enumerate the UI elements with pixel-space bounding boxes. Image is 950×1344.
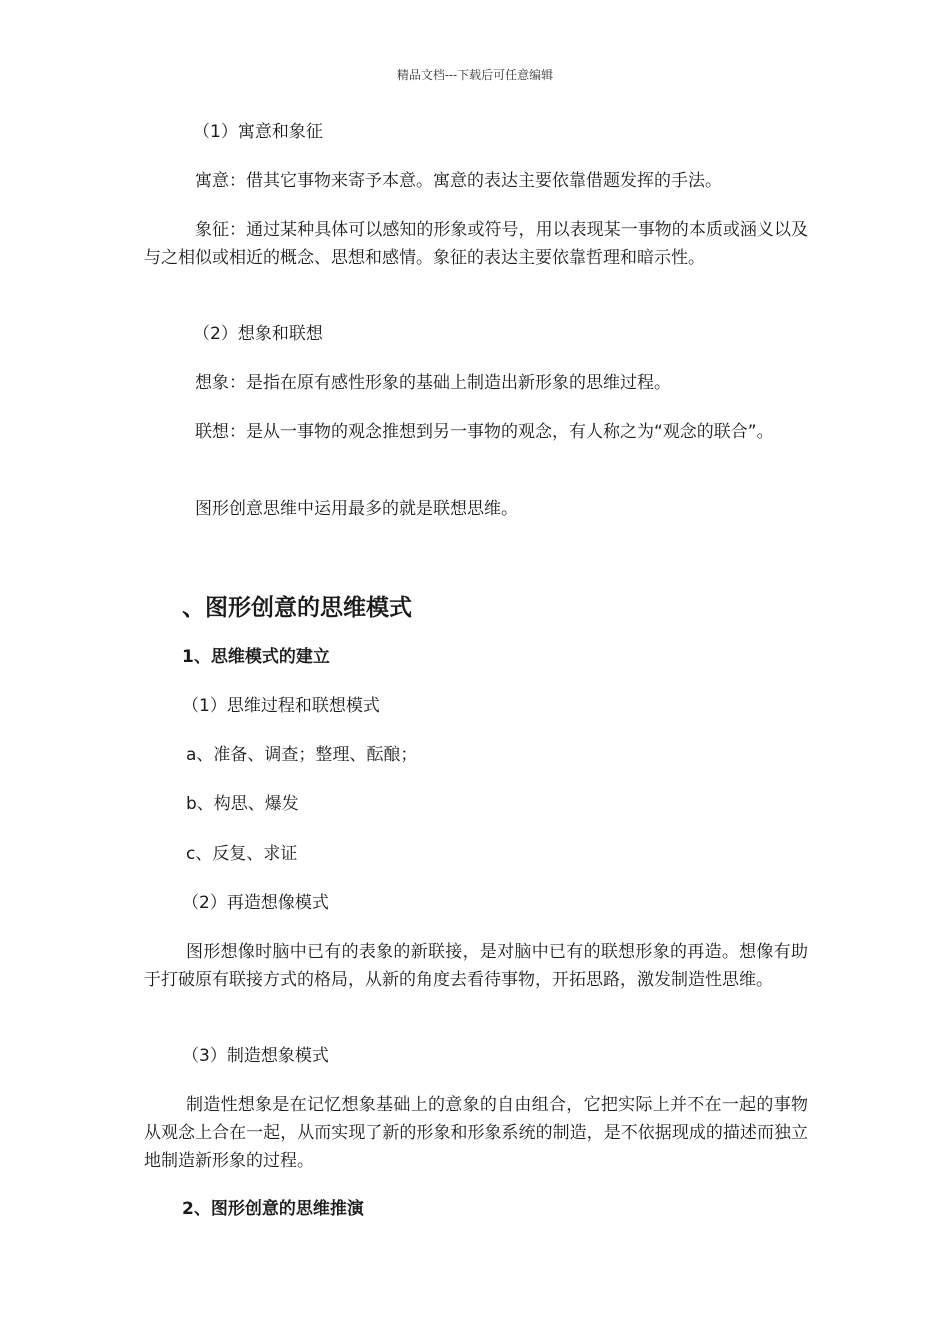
section-title: 、图形创意的思维模式 (182, 595, 412, 621)
yuyi-xiangzheng-heading: （1）寓意和象征 (193, 122, 323, 142)
lianxiang-paragraph: 联想：是从一事物的观念推想到另一事物的观念，有人称之为“观念的联合”。 (195, 422, 774, 442)
step-b: b、构思、爆发 (186, 794, 299, 814)
step-a: a、准备、调查；整理、酝酿； (186, 745, 418, 765)
mode3-paragraph: 制造性想象是在记忆想象基础上的意象的自由组合，它把实际上并不在一起的事物从观念上合在一起，从而实现了新的形象和形象系统的制造，是不依据现成的描述而独立地制造新形象的过程。 (144, 1095, 808, 1171)
xiangxiang-paragraph: 想象：是指在原有感性形象的基础上制造出新形象的思维过程。 (195, 373, 671, 393)
page-header: 精品文档---下载后可任意编辑 (396, 68, 554, 82)
yuyi-paragraph: 寓意：借其它事物来寄予本意。寓意的表达主要依靠借题发挥的手法。 (195, 171, 722, 191)
step-c: c、反复、求证 (186, 844, 298, 864)
xiangzheng-paragraph: 象征：通过某种具体可以感知的形象或符号，用以表现某一事物的本质或涵义以及与之相似或相近的概念、思想和感情。象征的表达主要依靠哲理和暗示性。 (144, 220, 808, 268)
mode3-heading: （3）制造想象模式 (182, 1046, 329, 1066)
mode1-heading: （1）思维过程和联想模式 (182, 696, 380, 716)
subsection-title-1: 1、思维模式的建立 (182, 647, 330, 667)
subsection-title-2: 2、图形创意的思维推演 (182, 1199, 364, 1219)
mode2-heading: （2）再造想像模式 (182, 893, 329, 913)
xiangxiang-lianxiang-heading: （2）想象和联想 (193, 324, 323, 344)
summary-paragraph: 图形创意思维中运用最多的就是联想思维。 (195, 499, 518, 519)
mode2-paragraph: 图形想像时脑中已有的表象的新联接，是对脑中已有的联想形象的再造。想像有助于打破原有联接方式的格局，从新的角度去看待事物，开拓思路，激发制造性思维。 (144, 942, 808, 990)
